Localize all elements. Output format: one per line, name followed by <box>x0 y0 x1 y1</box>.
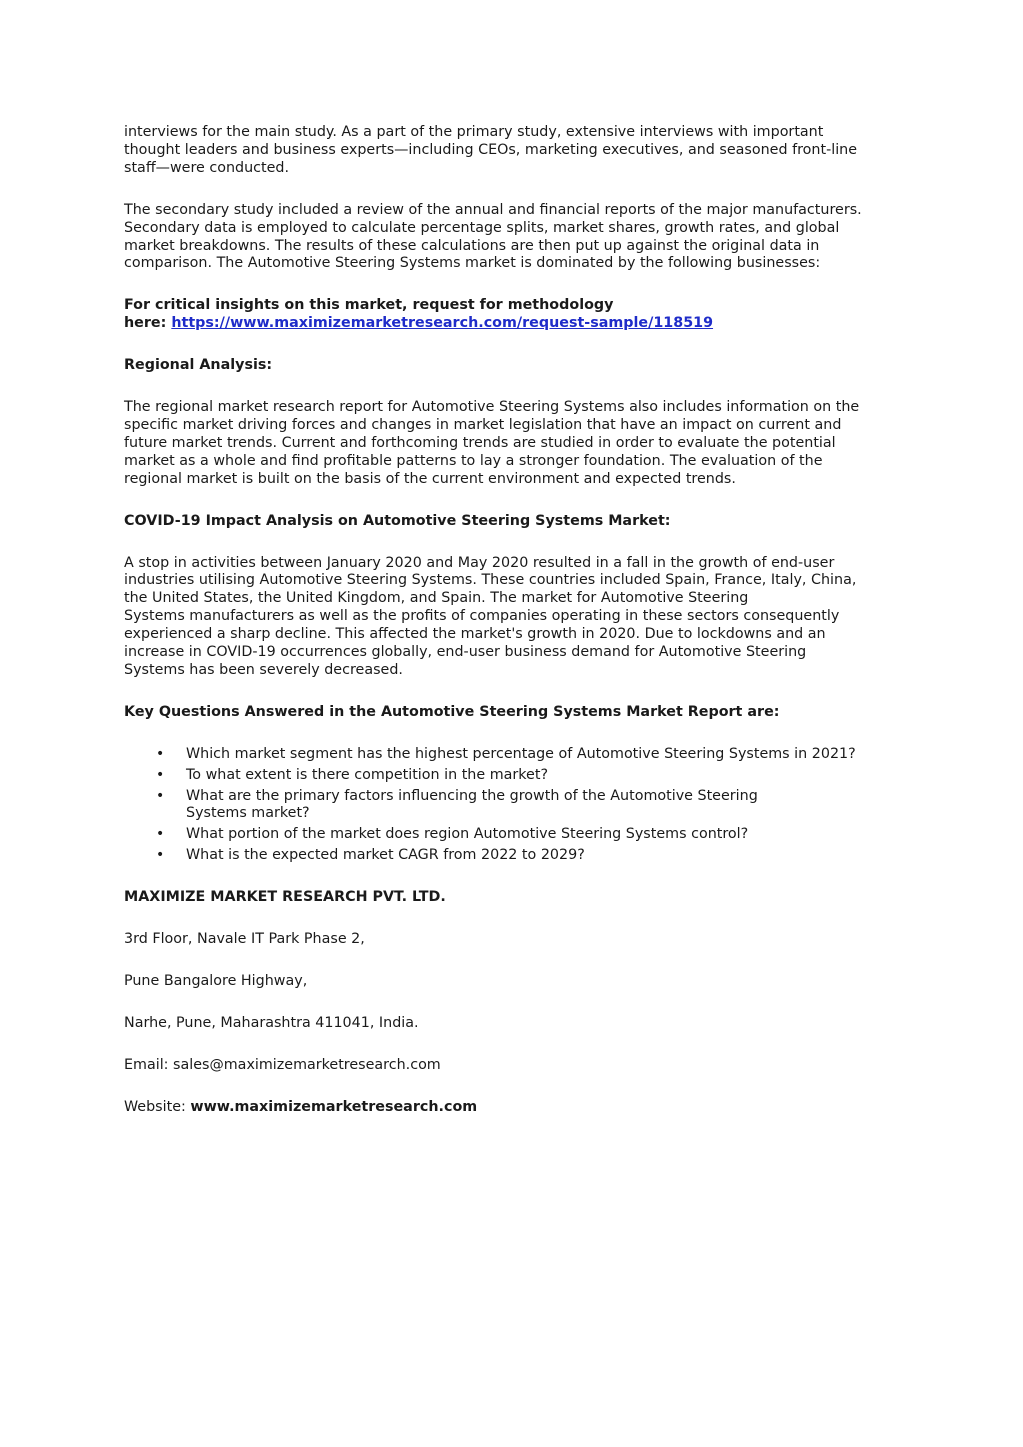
list-item-text: To what extent is there competition in the market? <box>186 766 549 783</box>
regional-analysis-heading: Regional Analysis: <box>124 357 273 374</box>
key-questions-heading: Key Questions Answered in the Automotive Steering Systems Market Report are: <box>124 703 780 720</box>
address-line-3: Narhe, Pune, Maharashtra 411041, India. <box>124 1014 419 1031</box>
website-value: www.maximizemarketresearch.com <box>190 1098 478 1115</box>
methodology-request-text: For critical insights on this market, request for methodology <box>124 297 614 314</box>
address-line-2: Pune Bangalore Highway, <box>124 973 308 989</box>
intro-paragraph-2: The secondary study included a review of the annual and financial reports of the major manufacturers. Secondary data is employed to calculate percentage splits, market shares, growth rates, and global market breakdowns. The results of these calculations are then put up against the original data in comparison. The Automotive Steering Systems market is dominated by the following businesses: <box>124 201 862 272</box>
bullet-icon: • <box>156 787 165 804</box>
bullet-icon: • <box>156 766 165 783</box>
list-item-text: What are the primary factors influencing the growth of the Automotive Steering Systems market? <box>186 787 758 822</box>
document-page <box>124 124 894 1141</box>
list-item <box>124 746 894 764</box>
bullet-icon: • <box>156 847 165 864</box>
bullet-icon: • <box>156 745 165 762</box>
intro-paragraph-1: interviews for the main study. As a part of the primary study, extensive interviews with important thought leaders and business experts—including CEOs, marketing executives, and seasoned front-line staff—were conducted. <box>124 124 858 176</box>
methodology-request <box>124 297 894 333</box>
contact-email: Email: sales@maximizemarketresearch.com <box>124 1056 441 1073</box>
company-name: MAXIMIZE MARKET RESEARCH PVT. LTD. <box>124 889 446 906</box>
regional-analysis-body: The regional market research report for Automotive Steering Systems also includes information on the specific market driving forces and changes in market legislation that have an impact on current and future market trends. Current and forthcoming trends are studied in order to evaluate the potential market as a whole and find profitable patterns to lay a stronger foundation. The evaluation of the regional market is built on the basis of the current environment and expected trends. <box>124 399 860 487</box>
key-questions-list <box>124 746 894 865</box>
list-item-text: Which market segment has the highest percentage of Automotive Steering Systems in 2021? <box>186 745 856 762</box>
contact-website <box>124 1099 894 1117</box>
address-line-1: 3rd Floor, Navale IT Park Phase 2, <box>124 931 365 948</box>
covid-impact-heading: COVID-19 Impact Analysis on Automotive Steering Systems Market: <box>124 512 671 529</box>
list-item <box>124 847 894 865</box>
list-item-text: What is the expected market CAGR from 2022 to 2029? <box>186 847 585 864</box>
website-label: Website: <box>124 1098 191 1115</box>
covid-impact-body: A stop in activities between January 2020 and May 2020 resulted in a fall in the growth of end-user industries utilising Automotive Steering Systems. These countries included Spain, France, Italy, China, the United States, the United Kingdom, and Spain. The market for Automotive Steering Systems manufacturers as well as the profits of companies operating in these sectors consequently experienced a sharp decline. This affected the market's growth in 2020. Due to lockdowns and an increase in COVID-19 occurrences globally, end-user business demand for Automotive Steering Systems has been severely decreased. <box>124 554 857 678</box>
list-item <box>124 826 894 844</box>
list-item <box>124 767 894 785</box>
list-item-text: What portion of the market does region Automotive Steering Systems control? <box>186 826 749 843</box>
request-sample-link[interactable]: https://www.maximizemarketresearch.com/request-sample/118519 <box>171 315 714 332</box>
methodology-here-label: here: <box>124 315 172 332</box>
bullet-icon: • <box>156 826 165 843</box>
list-item <box>124 788 894 824</box>
